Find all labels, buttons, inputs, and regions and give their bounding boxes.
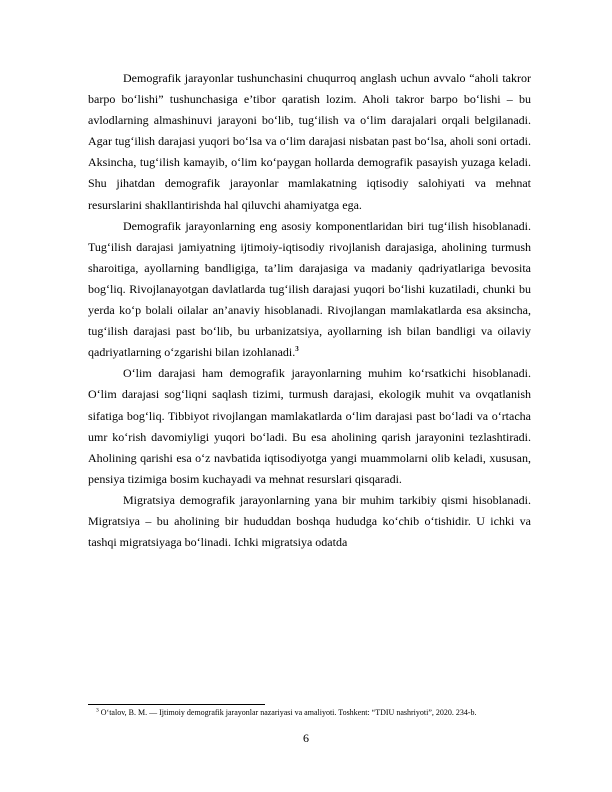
paragraph-2-text: Demografik jarayonlarning eng asosiy komponentlaridan biri tug‘ilish hisoblanadi. Tug‘ilish darajasi jamiyatning ijtimoiy-iqtisodiy rivojlanish darajasiga, aholining turmush sharoitiga, ayollarning bandligiga, ta’lim darajasiga va madaniy qadriyatlariga bevosita bog‘liq. Rivojlanayotgan davlatlarda tug‘ilish darajasi yuqori bo‘lishi kuzatiladi, chunki bu yerda ko‘p bolali oilalar an’anaviy hisoblanadi. Rivojlangan mamlakatlarda esa aksincha, tug‘ilish darajasi past bo‘lib, bu urbanizatsiya, ayollarning ish bilan bandligi va oilaviy qadriyatlarning o‘zgarishi bilan izohlanadi. bbox=[88, 218, 531, 360]
footnote-reference[interactable]: 3 bbox=[295, 345, 299, 354]
paragraph-3: O‘lim darajasi ham demografik jarayonlarning muhim ko‘rsatkichi hisoblanadi. O‘lim darajasi sog‘liqni saqlash tizimi, turmush darajasi, ekologik muhit va ovqatlanish sifatiga bog‘liq. Tibbiyot rivojlangan mamlakatlarda o‘lim darajasi past bo‘ladi va o‘rtacha umr ko‘rish davomiyligi yuqori bo‘ladi. Bu esa aholining qarish jarayonini tezlashtiradi. Aholining qarishi esa o‘z navbatida iqtisodiyotga yangi muammolarni olib keladi, xususan, pensiya tizimiga bosim kuchayadi va mehnat resurslari qisqaradi. bbox=[88, 366, 531, 486]
paragraph-2 bbox=[88, 216, 531, 364]
page-number: 6 bbox=[303, 731, 309, 745]
footnote-divider bbox=[88, 704, 265, 705]
body-text bbox=[88, 68, 531, 553]
footnote-marker: 3 bbox=[96, 707, 99, 714]
paragraph-1: Demografik jarayonlar tushunchasini chuqurroq anglash uchun avvalo “aholi takror barpo bo‘lishi” tushunchasiga e’tibor qaratish lozim. Aholi takror barpo bo‘lishi – bu avlodlarning almashinuvi jarayoni bo‘lib, tug‘ilish va o‘lim darajalari orqali belgilanadi. Agar tug‘ilish darajasi yuqori bo‘lsa va o‘lim darajasi nisbatan past bo‘lsa, aholi soni ortadi. Aksincha, tug‘ilish kamayib, o‘lim ko‘paygan hollarda demografik pasayish yuzaga keladi. Shu jihatdan demografik jarayonlar mamlakatning iqtisodiy salohiyati va mehnat resurslarini shakllantirishda hal qiluvchi ahamiyatga ega. bbox=[88, 71, 531, 212]
footnote-text: O‘talov, B. M. — Ijtimoiy demografik jarayonlar nazariyasi va amaliyoti. Toshkent: “TDIU nashriyoti”, 2020. 234-b. bbox=[100, 708, 477, 717]
footnote bbox=[88, 707, 531, 719]
paragraph-4: Migratsiya demografik jarayonlarning yana bir muhim tarkibiy qismi hisoblanadi. Migratsiya – bu aholining bir hududdan boshqa hududga ko‘chib o‘tishidir. U ichki va tashqi migratsiyaga bo‘linadi. Ichki migratsiya odatda bbox=[88, 492, 531, 550]
